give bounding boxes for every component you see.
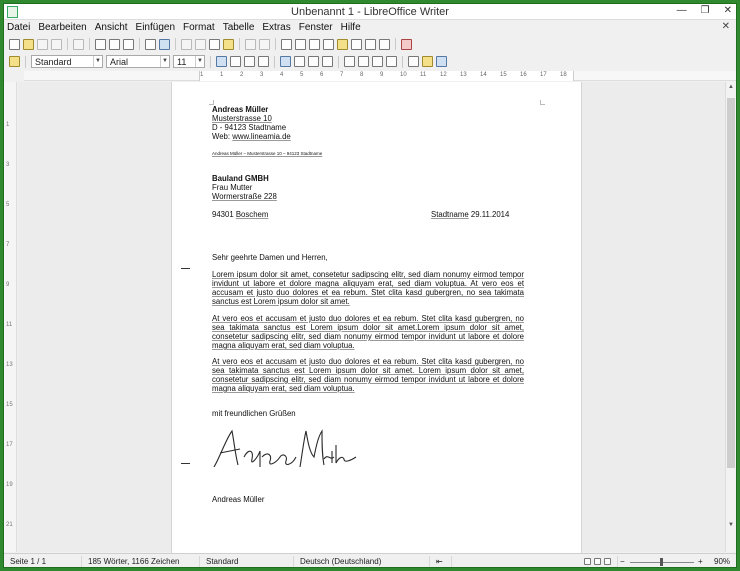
menu-extras[interactable]: Extras — [262, 22, 291, 33]
restore-icon[interactable]: ❐ — [700, 5, 710, 16]
scroll-up-icon[interactable]: ▲ — [728, 84, 734, 90]
ruler-tick: 15 — [500, 72, 507, 78]
scroll-thumb[interactable] — [727, 98, 735, 468]
highlight-icon[interactable] — [422, 56, 433, 67]
view-layout-buttons — [578, 556, 618, 568]
status-language[interactable]: Deutsch (Deutschland) — [294, 556, 430, 568]
ruler-tick: 14 — [480, 72, 487, 78]
new-document-icon[interactable] — [9, 39, 20, 50]
ruler-tick: 11 — [420, 72, 427, 78]
font-name-value: Arial — [110, 56, 129, 67]
ruler-tick: 12 — [440, 72, 447, 78]
ruler-tick: 1 — [220, 72, 224, 78]
single-page-view-icon[interactable] — [584, 558, 591, 565]
scroll-down-icon[interactable]: ▼ — [728, 522, 734, 528]
zoom-out-icon[interactable]: − — [620, 556, 625, 566]
styles-icon[interactable] — [9, 56, 20, 67]
zoom-slider[interactable] — [618, 556, 708, 568]
fold-mark — [181, 463, 190, 464]
ruler-tick: 6 — [320, 72, 324, 78]
formatting-marks-icon[interactable] — [379, 39, 390, 50]
export-pdf-icon[interactable] — [95, 39, 106, 50]
sender-web-link[interactable]: www.lineamia.de — [232, 132, 291, 141]
zoom-in-icon[interactable]: + — [698, 556, 703, 566]
signature-name: Andreas Müller — [212, 495, 265, 504]
status-page-style[interactable]: Standard — [200, 556, 294, 568]
vertical-scrollbar[interactable] — [725, 82, 736, 552]
salutation: Sehr geehrte Damen und Herren, — [212, 253, 328, 262]
indent-increase-icon[interactable] — [386, 56, 397, 67]
ruler-tick: 2 — [240, 72, 244, 78]
status-bar — [4, 553, 736, 568]
fold-mark — [181, 268, 190, 269]
recipient-town: Boschem — [235, 210, 269, 219]
horizontal-ruler[interactable] — [24, 71, 736, 81]
menu-hilfe[interactable]: Hilfe — [340, 22, 361, 33]
handwritten-signature — [210, 427, 360, 477]
minimize-icon[interactable]: — — [676, 5, 687, 16]
gallery-icon[interactable] — [351, 39, 362, 50]
ruler-tick: 9 — [380, 72, 384, 78]
recipient-contact: Frau Mutter — [212, 183, 253, 192]
ruler-tick: 7 — [340, 72, 344, 78]
body-paragraph-1: Lorem ipsum dolor sit amet, consetetur sadipscing elitr, sed diam nonumy eirmod tempor invidunt ut labore et dolore magna aliquyam erat, sed diam voluptua. At vero eos et accusam et justo duo dolores et ea rebum. Stet clita kasd gubergren, no sea takimata sanctus est Lorem ipsum dolor sit amet. — [212, 270, 524, 306]
ruler-tick: 1 — [200, 72, 204, 78]
ruler-tick: 4 — [280, 72, 284, 78]
date-value: 29.11.2014 — [470, 210, 510, 219]
date-line — [431, 210, 509, 219]
return-address-line: Andreas Müller – Musterstrasse 10 – 94123 Stadtname — [212, 151, 323, 156]
print-icon[interactable] — [109, 39, 120, 50]
close-icon[interactable]: ✕ — [723, 5, 732, 16]
date-city: Stadtname — [431, 210, 469, 219]
italic-icon[interactable] — [230, 56, 241, 67]
clone-formatting-icon[interactable] — [223, 39, 234, 50]
align-left-icon[interactable] — [280, 56, 291, 67]
ruler-tick: 8 — [360, 72, 364, 78]
email-icon[interactable] — [51, 39, 62, 50]
menu-bar — [4, 20, 736, 35]
cut-icon[interactable] — [181, 39, 192, 50]
paste-icon[interactable] — [209, 39, 220, 50]
document-page[interactable] — [171, 82, 582, 562]
save-icon[interactable] — [37, 39, 48, 50]
align-right-icon[interactable] — [308, 56, 319, 67]
menu-bearbeiten[interactable]: Bearbeiten — [38, 22, 87, 33]
ruler-tick: 10 — [400, 72, 407, 78]
chart-icon[interactable] — [323, 39, 334, 50]
data-sources-icon[interactable] — [365, 39, 376, 50]
bold-icon[interactable] — [216, 56, 227, 67]
numbering-icon[interactable] — [344, 56, 355, 67]
closing-phrase: mit freundlichen Grüßen — [212, 409, 296, 418]
recipient-street: Wormerstraße 228 — [212, 192, 277, 201]
font-color-icon[interactable] — [408, 56, 419, 67]
edit-mode-icon[interactable] — [73, 39, 84, 50]
ruler-tick: 17 — [540, 72, 547, 78]
find-replace-icon[interactable] — [281, 39, 292, 50]
shadow-icon[interactable] — [258, 56, 269, 67]
writer-window — [3, 3, 737, 568]
status-page[interactable]: Seite 1 / 1 — [4, 556, 82, 568]
font-name-select[interactable] — [106, 55, 170, 68]
standard-toolbar — [4, 36, 736, 52]
chevron-down-icon[interactable]: ▼ — [195, 56, 204, 67]
align-center-icon[interactable] — [294, 56, 305, 67]
chevron-down-icon[interactable]: ▼ — [160, 56, 169, 67]
zoom-slider-thumb[interactable] — [660, 558, 663, 566]
menu-fenster[interactable]: Fenster — [298, 22, 333, 33]
menu-datei[interactable]: Datei — [7, 22, 31, 33]
body-paragraph-2: At vero eos et accusam et justo duo dolores et ea rebum. Stet clita kasd gubergren, no sea takimata sanctus est Lorem ipsum dolor sit amet.Lorem ipsum dolor sit amet, consetetur sadipscing elitr, sed diam nonumy eirmod tempor invidunt ut labore et dolore magna aliquyam erat, sed diam voluptua. — [212, 314, 524, 350]
close-document-icon[interactable]: ✕ — [721, 21, 730, 32]
bullets-icon[interactable] — [358, 56, 369, 67]
sender-name: Andreas Müller — [212, 105, 269, 114]
recipient-zip: 94301 — [212, 210, 234, 219]
insert-mode-icon[interactable]: ⇤ — [430, 556, 452, 568]
recipient-company: Bauland GMBH — [212, 174, 269, 183]
menu-tabelle[interactable]: Tabelle — [222, 22, 255, 33]
menu-einfuegen[interactable]: Einfügen — [135, 22, 176, 33]
font-size-select[interactable] — [173, 55, 205, 68]
paragraph-style-select[interactable] — [31, 55, 103, 68]
zoom-level[interactable]: 90% — [714, 556, 731, 566]
help-icon[interactable] — [401, 39, 412, 50]
book-view-icon[interactable] — [604, 558, 611, 565]
sender-web — [212, 132, 291, 141]
body-paragraph-3: At vero eos et accusam et justo duo dolores et ea rebum. Stet clita kasd gubergren, no sea takimata sanctus est Lorem ipsum dolor sit amet. Lorem ipsum dolor sit amet, consetetur sadipscing elitr, sed diam nonumy eirmod tempor invidunt ut labore et dolore magna aliquyam erat, sed diam voluptua. — [212, 357, 524, 393]
document-area[interactable] — [18, 82, 726, 552]
print-preview-icon[interactable] — [123, 39, 134, 50]
formatting-toolbar — [4, 53, 736, 70]
indent-decrease-icon[interactable] — [372, 56, 383, 67]
justify-icon[interactable] — [322, 56, 333, 67]
ruler-tick: 5 — [300, 72, 304, 78]
table-icon[interactable] — [295, 39, 306, 50]
window-title: Unbenannt 1 - LibreOffice Writer — [291, 6, 449, 18]
recipient-place — [212, 210, 268, 219]
sender-street: Musterstrasse 10 — [212, 114, 272, 123]
sender-city: D - 94123 Stadtname — [212, 123, 287, 132]
redo-icon[interactable] — [259, 39, 270, 50]
underline-icon[interactable] — [244, 56, 255, 67]
menu-ansicht[interactable]: Ansicht — [94, 22, 128, 33]
menu-format[interactable]: Format — [183, 22, 215, 33]
chevron-down-icon[interactable]: ▼ — [93, 56, 102, 67]
ruler-tick: 16 — [520, 72, 527, 78]
background-color-icon[interactable] — [436, 56, 447, 67]
image-icon[interactable] — [309, 39, 320, 50]
undo-icon[interactable] — [245, 39, 256, 50]
paragraph-style-value: Standard — [35, 56, 72, 67]
ruler-tick: 18 — [560, 72, 567, 78]
title-bar — [4, 4, 736, 20]
vertical-ruler[interactable]: 1 3 5 7 9 11 13 15 17 19 21 — [4, 82, 17, 552]
status-word-count[interactable]: 185 Wörter, 1166 Zeichen — [82, 556, 200, 568]
autospellcheck-icon[interactable] — [159, 39, 170, 50]
open-folder-icon[interactable] — [23, 39, 34, 50]
sender-web-label: Web: — [212, 132, 231, 141]
ruler-tick: 13 — [460, 72, 467, 78]
multi-page-view-icon[interactable] — [594, 558, 601, 565]
ruler-tick: 3 — [260, 72, 264, 78]
copy-icon[interactable] — [195, 39, 206, 50]
font-size-value: 11 — [177, 56, 187, 67]
navigator-icon[interactable] — [337, 39, 348, 50]
spellcheck-icon[interactable] — [145, 39, 156, 50]
